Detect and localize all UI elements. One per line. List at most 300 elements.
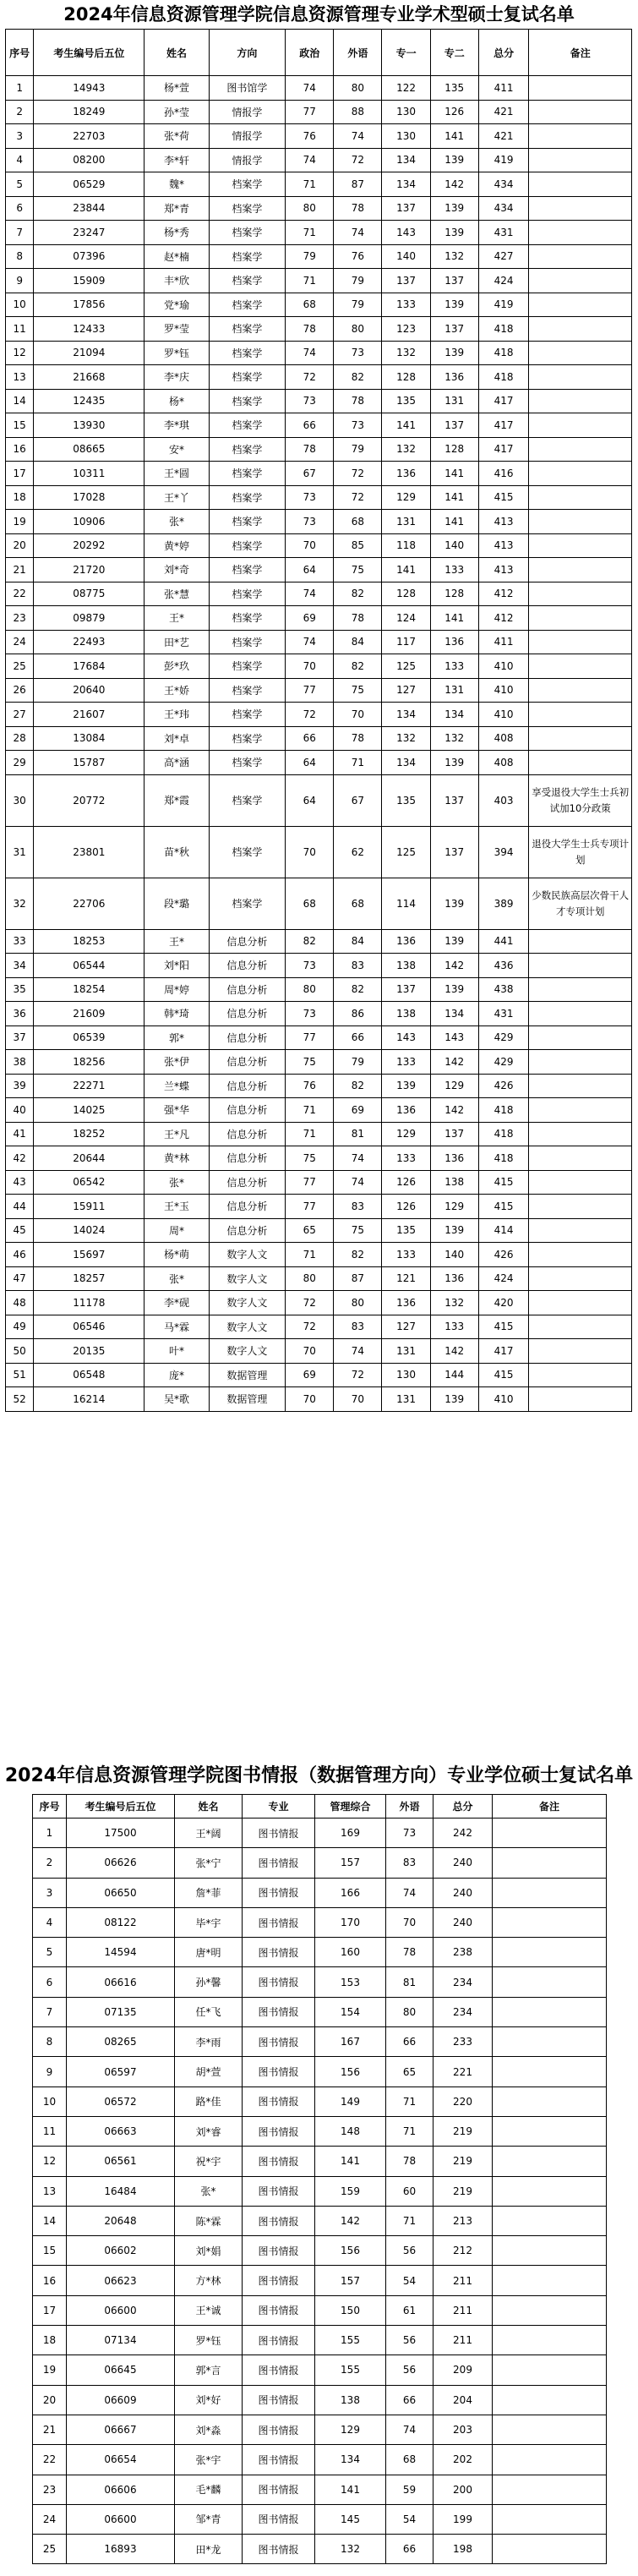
table-cell: 77	[286, 1170, 334, 1195]
table-cell: 档案学	[209, 413, 286, 438]
table-cell: 66	[286, 726, 334, 751]
table-row	[6, 678, 632, 703]
table-cell: 73	[334, 341, 382, 365]
table-cell: 周*婷	[145, 977, 209, 1002]
table-cell: 72	[334, 485, 382, 510]
table-cell	[529, 1387, 632, 1412]
table-row	[33, 1967, 607, 1997]
table-row	[33, 2266, 607, 2295]
table-cell: 张*宁	[175, 1848, 243, 1878]
table-cell: 档案学	[209, 510, 286, 534]
table-cell: 14025	[34, 1098, 145, 1123]
table-cell	[529, 365, 632, 390]
table-row	[6, 1074, 632, 1098]
table-cell: 情报学	[209, 148, 286, 172]
table-cell: 132	[382, 726, 430, 751]
table-cell	[493, 2415, 607, 2444]
table-cell	[493, 2206, 607, 2235]
table-cell: 70	[286, 1339, 334, 1364]
table-cell: 方*林	[175, 2266, 243, 2295]
table-cell: 73	[286, 1002, 334, 1026]
table-cell: 426	[478, 1074, 529, 1098]
table-cell: 170	[315, 1907, 386, 1937]
table-cell: 234	[434, 1967, 493, 1997]
table-cell: 杨*萱	[145, 76, 209, 101]
table-cell: 72	[286, 365, 334, 390]
table-cell: 10311	[34, 462, 145, 486]
table-cell: 411	[478, 630, 529, 654]
table-cell: 档案学	[209, 558, 286, 582]
table-cell: 141	[430, 510, 478, 534]
table-cell: 10	[33, 2087, 67, 2116]
table-cell	[529, 751, 632, 775]
table-cell: 157	[315, 1848, 386, 1878]
table-cell	[529, 1315, 632, 1339]
table-cell: 黄*婷	[145, 533, 209, 558]
table-cell: 21	[6, 558, 34, 582]
table-cell: 131	[430, 389, 478, 413]
table-cell: 139	[430, 293, 478, 317]
table-cell: 71	[386, 2206, 434, 2235]
table-cell: 26	[6, 678, 34, 703]
table-cell	[529, 1025, 632, 1050]
table-cell	[529, 124, 632, 149]
table-cell	[529, 1266, 632, 1291]
table-cell	[529, 1002, 632, 1026]
table-cell: 7	[6, 221, 34, 245]
table-cell: 82	[334, 654, 382, 679]
table-row	[6, 317, 632, 342]
table-cell: 73	[286, 510, 334, 534]
table-cell: 132	[382, 437, 430, 462]
table-cell: 刘*奇	[145, 558, 209, 582]
table-cell: 79	[334, 293, 382, 317]
table-cell: 415	[478, 1170, 529, 1195]
table-cell: 139	[430, 977, 478, 1002]
table-cell: 档案学	[209, 774, 286, 826]
table-cell: 杨*秀	[145, 221, 209, 245]
table-cell: 6	[33, 1967, 67, 1997]
table-row	[33, 2415, 607, 2444]
table-cell: 14594	[67, 1938, 175, 1967]
table-cell: 114	[382, 878, 430, 929]
table-cell	[493, 1967, 607, 1997]
table-cell: 72	[334, 462, 382, 486]
table-cell: 148	[315, 2116, 386, 2146]
table-cell: 06663	[67, 2116, 175, 2146]
table-cell: 档案学	[209, 341, 286, 365]
table-row	[6, 929, 632, 954]
table-cell: 档案学	[209, 437, 286, 462]
table-row	[33, 2475, 607, 2504]
table-cell: 档案学	[209, 654, 286, 679]
table-cell	[493, 2176, 607, 2206]
table-row	[33, 1819, 607, 1848]
table-cell: 129	[430, 1195, 478, 1219]
table-cell: 孙*馨	[175, 1967, 243, 1997]
table-cell: 图书情报	[243, 2326, 315, 2355]
table-cell: 张*	[145, 510, 209, 534]
table-row	[33, 2535, 607, 2564]
table-cell: 418	[478, 317, 529, 342]
table-cell: 415	[478, 1363, 529, 1387]
table-cell: 张*	[175, 2176, 243, 2206]
table-cell: 73	[386, 1819, 434, 1848]
table-cell: 情报学	[209, 100, 286, 124]
table-row	[6, 341, 632, 365]
table-cell: 信息分析	[209, 1050, 286, 1075]
table-cell: 70	[286, 654, 334, 679]
table-cell: 167	[315, 2027, 386, 2057]
table-cell: 77	[286, 1025, 334, 1050]
table-cell: 14	[33, 2206, 67, 2235]
table-cell: 68	[286, 878, 334, 929]
table-cell: 8	[33, 2027, 67, 2057]
table-row	[6, 654, 632, 679]
table-row	[33, 1878, 607, 1907]
table-cell: 434	[478, 196, 529, 221]
table-cell: 79	[286, 244, 334, 269]
table-cell: 233	[434, 2027, 493, 2057]
table-cell: 418	[478, 1098, 529, 1123]
table-cell: 图书情报	[243, 2057, 315, 2087]
table-row	[6, 1195, 632, 1219]
table-cell: 17856	[34, 293, 145, 317]
table-cell: 30	[6, 774, 34, 826]
table-cell	[529, 1122, 632, 1146]
table-cell: 23844	[34, 196, 145, 221]
table-cell: 孙*莹	[145, 100, 209, 124]
table-cell: 142	[430, 1050, 478, 1075]
table-cell	[529, 1363, 632, 1387]
table-cell: 祝*宇	[175, 2147, 243, 2176]
table-cell: 档案学	[209, 606, 286, 631]
table-cell: 马*霖	[145, 1315, 209, 1339]
table-cell: 数字人文	[209, 1266, 286, 1291]
table-row	[6, 365, 632, 390]
table-cell	[529, 929, 632, 954]
table-cell: 图书情报	[243, 2475, 315, 2504]
table-row	[6, 1050, 632, 1075]
table-cell	[493, 1819, 607, 1848]
table-cell: 张*宇	[175, 2445, 243, 2475]
table-cell: 72	[286, 1315, 334, 1339]
table-cell: 王*玮	[145, 703, 209, 727]
table-cell: 125	[382, 826, 430, 878]
table-cell: 12	[6, 341, 34, 365]
table-cell: 124	[382, 606, 430, 631]
table-cell: 82	[334, 582, 382, 606]
table-cell: 数据管理	[209, 1387, 286, 1412]
table-row	[6, 1387, 632, 1412]
table-row	[33, 2087, 607, 2116]
table-cell: 12433	[34, 317, 145, 342]
table-cell: 15787	[34, 751, 145, 775]
table-cell: 21720	[34, 558, 145, 582]
table-cell: 74	[286, 148, 334, 172]
table-cell: 403	[478, 774, 529, 826]
table-cell: 138	[315, 2385, 386, 2415]
table-cell: 45	[6, 1218, 34, 1243]
table-cell: 图书情报	[243, 2504, 315, 2534]
table-cell: 54	[386, 2504, 434, 2534]
table-cell: 133	[382, 1050, 430, 1075]
table-cell: 唐*明	[175, 1938, 243, 1967]
table-cell: 72	[286, 703, 334, 727]
table-cell: 139	[430, 1387, 478, 1412]
table-cell: 82	[286, 929, 334, 954]
table-cell: 420	[478, 1291, 529, 1315]
column-header: 管理综合	[315, 1795, 386, 1819]
table-cell: 32	[6, 878, 34, 929]
table-row	[6, 558, 632, 582]
table-cell: 15	[6, 413, 34, 438]
table-cell: 罗*钰	[145, 341, 209, 365]
table-cell: 143	[430, 1025, 478, 1050]
table-cell: 419	[478, 293, 529, 317]
table-cell: 135	[430, 76, 478, 101]
table-cell: 强*华	[145, 1098, 209, 1123]
table-cell: 71	[286, 1122, 334, 1146]
table-cell: 彭*玖	[145, 654, 209, 679]
table-cell: 档案学	[209, 485, 286, 510]
table-cell: 132	[430, 244, 478, 269]
table-cell: 邹*青	[175, 2504, 243, 2534]
column-header: 专二	[430, 30, 478, 76]
table-cell: 78	[386, 1938, 434, 1967]
table-cell: 64	[286, 774, 334, 826]
table-row	[33, 2147, 607, 2176]
table-cell: 410	[478, 1387, 529, 1412]
table-cell: 160	[315, 1938, 386, 1967]
table-row	[6, 244, 632, 269]
table-cell: 信息分析	[209, 929, 286, 954]
table-cell: 49	[6, 1315, 34, 1339]
table-cell: 王*玉	[145, 1195, 209, 1219]
table-cell: 139	[430, 221, 478, 245]
table-cell: 429	[478, 1025, 529, 1050]
table-cell: 信息分析	[209, 1025, 286, 1050]
table-cell	[493, 2385, 607, 2415]
table-cell: 140	[430, 533, 478, 558]
table-cell	[529, 1098, 632, 1123]
table-cell: 212	[434, 2236, 493, 2266]
table-cell: 127	[382, 1315, 430, 1339]
table-header-row	[6, 30, 632, 76]
table-cell: 87	[334, 172, 382, 197]
table-cell: 68	[334, 510, 382, 534]
table-cell: 3	[33, 1878, 67, 1907]
table-cell: 李*庆	[145, 365, 209, 390]
table-cell: 75	[286, 1146, 334, 1171]
table-cell: 75	[334, 1218, 382, 1243]
table-cell: 199	[434, 2504, 493, 2534]
table-cell: 128	[382, 365, 430, 390]
table-cell: 75	[286, 1050, 334, 1075]
table-cell: 39	[6, 1074, 34, 1098]
table-cell: 76	[286, 124, 334, 149]
table-cell: 66	[286, 413, 334, 438]
table-cell: 档案学	[209, 221, 286, 245]
table-cell: 44	[6, 1195, 34, 1219]
table-cell: 123	[382, 317, 430, 342]
table-cell: 75	[334, 678, 382, 703]
table-cell: 档案学	[209, 365, 286, 390]
table-cell: 219	[434, 2147, 493, 2176]
table-cell: 70	[386, 1907, 434, 1937]
table-cell: 74	[286, 630, 334, 654]
table-row	[6, 826, 632, 878]
academic-master-retest-table	[5, 29, 632, 1412]
table-cell: 42	[6, 1146, 34, 1171]
table-cell	[493, 2116, 607, 2146]
table-cell: 信息分析	[209, 1218, 286, 1243]
table-cell: 12435	[34, 389, 145, 413]
table-cell	[529, 558, 632, 582]
table-cell: 21609	[34, 1002, 145, 1026]
table-cell: 410	[478, 654, 529, 679]
table-cell: 142	[430, 1339, 478, 1364]
table-cell: 22493	[34, 630, 145, 654]
table-cell	[529, 1170, 632, 1195]
table-cell: 18252	[34, 1122, 145, 1146]
table-cell: 数据管理	[209, 1363, 286, 1387]
table-cell: 档案学	[209, 244, 286, 269]
table-cell: 情报学	[209, 124, 286, 149]
table-cell: 48	[6, 1291, 34, 1315]
table-cell: 魏*	[145, 172, 209, 197]
table-cell: 72	[286, 1291, 334, 1315]
table-cell: 76	[334, 244, 382, 269]
table-cell: 陈*霖	[175, 2206, 243, 2235]
table-cell	[529, 1146, 632, 1171]
table-cell: 郭*言	[175, 2355, 243, 2385]
table-cell: 17028	[34, 485, 145, 510]
table-cell: 图书情报	[243, 1997, 315, 2026]
table-cell: 64	[286, 558, 334, 582]
table-cell: 134	[430, 1002, 478, 1026]
table-row	[6, 1218, 632, 1243]
table-row	[6, 1339, 632, 1364]
table-cell: 06548	[34, 1363, 145, 1387]
column-header: 外语	[386, 1795, 434, 1819]
table-cell	[493, 2027, 607, 2057]
table-cell: 65	[286, 1218, 334, 1243]
table-cell: 83	[334, 954, 382, 978]
table-cell: 18	[6, 485, 34, 510]
table-cell: 20640	[34, 678, 145, 703]
table-cell	[529, 654, 632, 679]
table-cell: 路*佳	[175, 2087, 243, 2116]
table-cell: 69	[334, 1098, 382, 1123]
table-cell: 数字人文	[209, 1315, 286, 1339]
table-cell: 刘*好	[175, 2385, 243, 2415]
table-cell: 31	[6, 826, 34, 878]
table-cell	[493, 1938, 607, 1967]
table-cell: 图书情报	[243, 2535, 315, 2564]
table-cell: 438	[478, 977, 529, 1002]
table-cell: 15697	[34, 1243, 145, 1267]
table-cell: 138	[382, 1002, 430, 1026]
table-cell: 图书情报	[243, 1907, 315, 1937]
table-cell: 图书情报	[243, 2027, 315, 2057]
table-cell: 18256	[34, 1050, 145, 1075]
table-cell: 78	[334, 606, 382, 631]
table-cell: 134	[430, 703, 478, 727]
table-cell: 429	[478, 1050, 529, 1075]
table-cell	[529, 1339, 632, 1364]
table-cell: 75	[334, 558, 382, 582]
table-cell: 149	[315, 2087, 386, 2116]
table-cell: 08265	[67, 2027, 175, 2057]
table-cell: 410	[478, 678, 529, 703]
table-cell: 74	[286, 582, 334, 606]
table-cell: 61	[386, 2295, 434, 2325]
table-cell: 64	[286, 751, 334, 775]
table-cell: 389	[478, 878, 529, 929]
table-cell: 71	[386, 2116, 434, 2146]
table-cell: 419	[478, 148, 529, 172]
table-cell	[529, 244, 632, 269]
table-cell	[529, 1050, 632, 1075]
table-row	[6, 1363, 632, 1387]
table-cell: 66	[386, 2027, 434, 2057]
table-cell: 415	[478, 1315, 529, 1339]
table-cell: 信息分析	[209, 1122, 286, 1146]
table-cell: 413	[478, 533, 529, 558]
table-cell: 137	[430, 826, 478, 878]
table-cell: 刘*淼	[175, 2415, 243, 2444]
table-cell: 11	[6, 317, 34, 342]
table-cell: 信息分析	[209, 1074, 286, 1098]
table-row	[33, 2295, 607, 2325]
table-cell: 田*龙	[175, 2535, 243, 2564]
table-cell: 周*	[145, 1218, 209, 1243]
table-cell: 204	[434, 2385, 493, 2415]
table-row	[33, 2385, 607, 2415]
table-cell: 240	[434, 1907, 493, 1937]
table-cell: 133	[430, 558, 478, 582]
table-cell: 27	[6, 703, 34, 727]
table-cell: 78	[334, 196, 382, 221]
table-cell: 56	[386, 2236, 434, 2266]
table-cell: 2	[33, 1848, 67, 1878]
table-cell: 66	[386, 2385, 434, 2415]
table-cell: 17684	[34, 654, 145, 679]
table-row	[6, 293, 632, 317]
table-cell: 128	[382, 582, 430, 606]
table-cell: 22	[33, 2445, 67, 2475]
table-row	[6, 437, 632, 462]
table-cell: 413	[478, 558, 529, 582]
table-cell: 23	[6, 606, 34, 631]
table-cell: 130	[382, 100, 430, 124]
table-row	[6, 221, 632, 245]
table-cell: 图书馆学	[209, 76, 286, 101]
table-cell: 66	[334, 1025, 382, 1050]
table-cell: 72	[334, 148, 382, 172]
table-cell: 韩*琦	[145, 1002, 209, 1026]
table-cell: 219	[434, 2116, 493, 2146]
table-cell	[529, 1291, 632, 1315]
table-cell: 档案学	[209, 462, 286, 486]
table-cell: 427	[478, 244, 529, 269]
table-cell: 71	[286, 1243, 334, 1267]
table-cell: 56	[386, 2355, 434, 2385]
table-cell: 73	[286, 485, 334, 510]
table-cell: 209	[434, 2355, 493, 2385]
table-cell: 141	[430, 606, 478, 631]
